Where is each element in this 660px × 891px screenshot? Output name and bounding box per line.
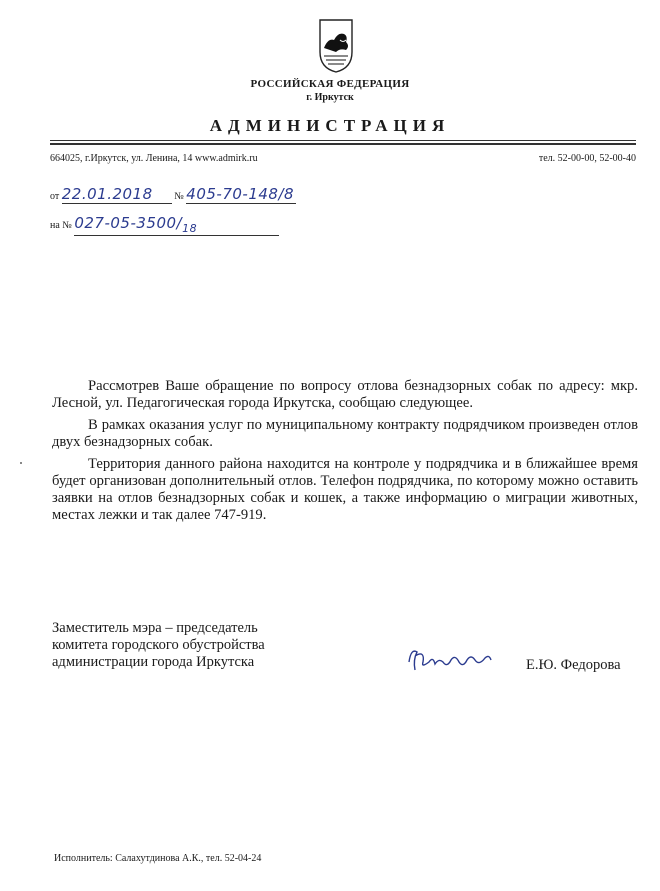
- irkutsk-coat-of-arms-icon: [318, 18, 354, 74]
- outgoing-reference: [50, 185, 296, 204]
- in-reply-suffix: 18: [182, 222, 198, 235]
- in-reply-label: на №: [50, 220, 72, 231]
- position-line-3: администрации города Иркутска: [52, 654, 255, 670]
- signatory-position: [52, 620, 265, 671]
- number-label: №: [174, 191, 184, 202]
- handwritten-signature: [405, 640, 495, 680]
- country-name: РОССИЙСКАЯ ФЕДЕРАЦИЯ: [250, 78, 410, 90]
- signatory-name: Е.Ю. Федорова: [526, 657, 621, 673]
- in-reply-number: 027-05-3500/: [74, 214, 183, 232]
- body-paragraph-1: Рассмотрев Ваше обращение по вопросу отлова безнадзорных собак по адресу: мкр. Лесной, ул. Педагогическая города Иркутска, сообщаю следующее.: [52, 378, 638, 411]
- reference-date: 22.01.2018: [62, 185, 172, 204]
- header-divider-thick: [50, 143, 636, 145]
- address-line: 664025, г.Иркутск, ул. Ленина, 14 www.admirk.ru: [50, 153, 258, 164]
- in-reply-field: [74, 214, 279, 236]
- reference-number: 405-70-148/8: [186, 185, 296, 204]
- scan-speck: [20, 462, 22, 464]
- incoming-reference: [50, 214, 279, 236]
- administration-title: АДМИНИСТРАЦИЯ: [209, 116, 451, 135]
- body-paragraph-2: В рамках оказания услуг по муниципальному контракту подрядчиком произведен отлов двух безнадзорных собак.: [52, 417, 638, 450]
- header-divider-thin: [50, 140, 636, 141]
- letter-body: [52, 378, 638, 529]
- from-label: от: [50, 191, 60, 202]
- position-line-1: Заместитель мэра – председатель: [52, 620, 258, 636]
- city-name: г. Иркутск: [306, 92, 354, 103]
- executor-line: Исполнитель: Салахутдинова А.К., тел. 52-04-24: [54, 853, 262, 864]
- body-paragraph-3: Территория данного района находится на контроле у подрядчика и в ближайшее время будет организован дополнительный отлов. Телефон подрядчика, по которому можно оставить заявки на отлов безнадзорных собак и кошек, а также информацию о миграции животных, местах лежки и так далее 747-919.: [52, 456, 638, 523]
- position-line-2: комитета городского обустройства: [52, 637, 265, 653]
- phone-line: тел. 52-00-00, 52-00-40: [538, 153, 636, 164]
